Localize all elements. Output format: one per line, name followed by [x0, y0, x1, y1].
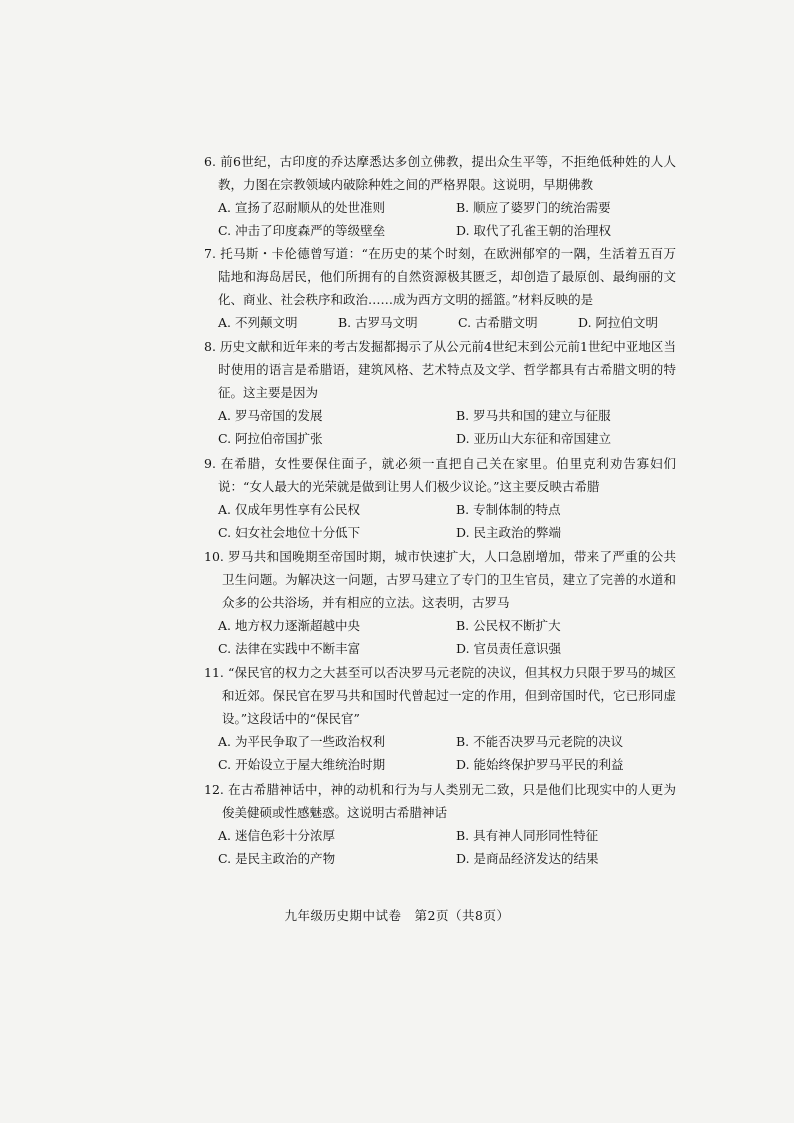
option-d: D. 取代了孔雀王朝的治理权: [456, 223, 612, 238]
option-c: C. 冲击了印度森严的等级壁垒: [218, 223, 386, 238]
options: [204, 498, 676, 544]
question-stem: 6. 前6世纪，古印度的乔达摩悉达多创立佛教，提出众生平等，不拒绝低种姓的人人教，力图在宗教领域内破除种姓之间的严格界限。这说明，早期佛教: [204, 154, 676, 192]
option-c: C. 妇女社会地位十分低下: [218, 525, 361, 540]
option-a: A. 不列颠文明: [218, 315, 298, 330]
page-footer: 九年级历史期中试卷 第2页（共8页）: [284, 908, 510, 923]
option-a: A. 宣扬了忍耐顺从的处世准则: [218, 200, 385, 215]
option-b: B. 古罗马文明: [338, 315, 418, 330]
option-d: D. 亚历山大东征和帝国建立: [456, 431, 612, 446]
option-c: C. 古希腊文明: [458, 315, 538, 330]
option-c: C. 是民主政治的产物: [218, 851, 336, 866]
question-10: [204, 545, 676, 660]
question-9: [204, 452, 676, 544]
question-8: [204, 335, 676, 450]
option-a: A. 迷信色彩十分浓厚: [218, 828, 335, 843]
question-stem: 12. 在古希腊神话中，神的动机和行为与人类别无二致，只是他们比现实中的人更为俊美健硕或性感魅惑。这说明古希腊神话: [204, 782, 676, 820]
option-a: A. 罗马帝国的发展: [218, 408, 323, 423]
option-b: B. 专制体制的特点: [456, 502, 561, 517]
question-stem: 10. 罗马共和国晚期至帝国时期，城市快速扩大，人口急剧增加，带来了严重的公共卫生问题。为解决这一问题，古罗马建立了专门的卫生官员，建立了完善的水道和众多的公共浴场，并有相应的立法。这表明，古罗马: [204, 549, 676, 610]
options: [204, 311, 676, 334]
question-11: [204, 661, 676, 776]
option-d: D. 官员责任意识强: [456, 641, 562, 656]
option-b: B. 不能否决罗马元老院的决议: [456, 734, 624, 749]
options: [204, 614, 676, 660]
option-d: D. 是商品经济发达的结果: [456, 851, 599, 866]
option-b: B. 公民权不断扩大: [456, 618, 561, 633]
option-a: A. 仅成年男性享有公民权: [218, 502, 360, 517]
options: [204, 824, 676, 870]
option-d: D. 能始终保护罗马平民的利益: [456, 757, 624, 772]
question-stem: 9. 在希腊，女性要保住面子，就必须一直把自己关在家里。伯里克利劝告寡妇们说：“女人最大的光荣就是做到让男人们极少议论。”这主要反映古希腊: [204, 456, 676, 494]
option-d: D. 阿拉伯文明: [578, 315, 659, 330]
option-b: B. 罗马共和国的建立与征服: [456, 408, 611, 423]
question-7: [204, 242, 676, 334]
option-c: C. 开始设立于屋大维统治时期: [218, 757, 386, 772]
options: [204, 404, 676, 450]
question-12: [204, 778, 676, 870]
option-c: C. 阿拉伯帝国扩张: [218, 431, 323, 446]
options: [204, 196, 676, 242]
question-stem: 11. “保民官的权力之大甚至可以否决罗马元老院的决议，但其权力只限于罗马的城区和近郊。保民官在罗马共和国时代曾起过一定的作用，但到帝国时代，它已形同虚设。”这段话中的“保民官”: [204, 665, 676, 726]
option-d: D. 民主政治的弊端: [456, 525, 562, 540]
option-b: B. 顺应了婆罗门的统治需要: [456, 200, 611, 215]
option-c: C. 法律在实践中不断丰富: [218, 641, 361, 656]
options: [204, 730, 676, 776]
question-stem: 8. 历史文献和近年来的考古发掘都揭示了从公元前4世纪末到公元前1世纪中亚地区当时使用的语言是希腊语，建筑风格、艺术特点及文学、哲学都具有古希腊文明的特征。这主要是因为: [204, 339, 676, 400]
option-a: A. 地方权力逐渐超越中央: [218, 618, 360, 633]
question-6: [204, 150, 676, 242]
question-stem: 7. 托马斯・卡伦德曾写道：“在历史的某个时刻，在欧洲郁窄的一隅，生活着五百万陆地和海岛居民，他们所拥有的自然资源极其匮乏，却创造了最原创、最绚丽的文化、商业、社会秩序和政治……成为西方文明的摇篮。”材料反映的是: [204, 246, 676, 307]
option-b: B. 具有神人同形同性特征: [456, 828, 599, 843]
option-a: A. 为平民争取了一些政治权利: [218, 734, 385, 749]
